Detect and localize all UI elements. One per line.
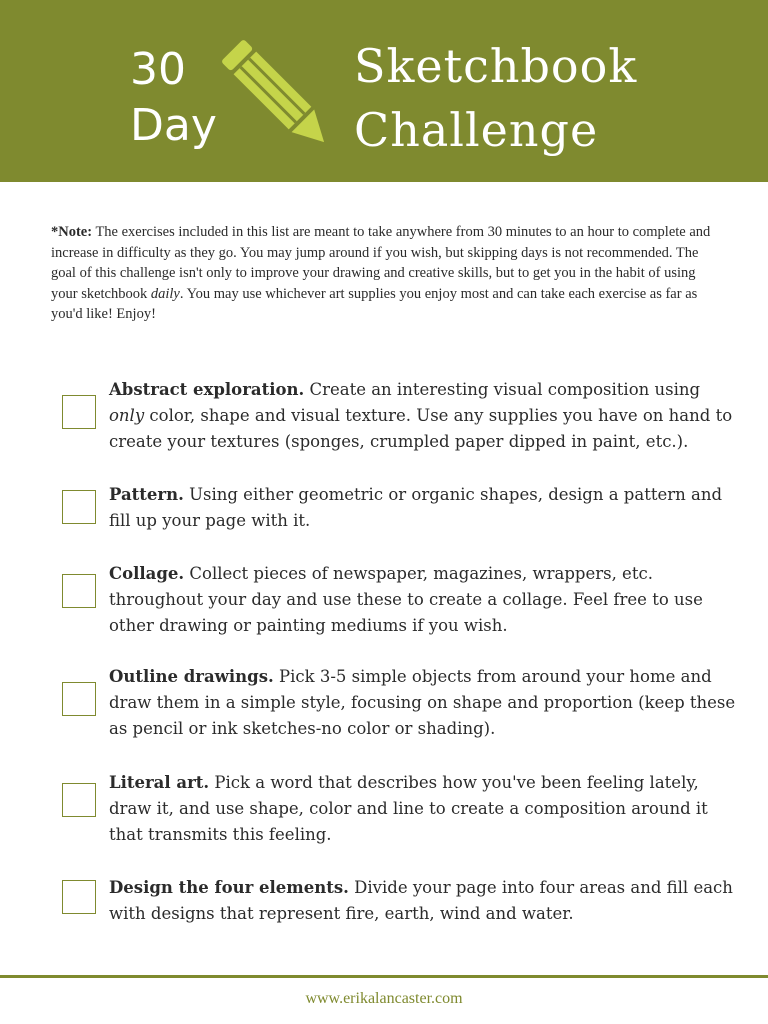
pencil-icon <box>212 26 340 162</box>
item-text <box>109 377 737 455</box>
header-title-line2: Challenge <box>354 103 599 157</box>
item-text <box>109 482 737 534</box>
item-text <box>109 875 737 927</box>
item-title: Design the four elements. <box>109 878 349 897</box>
item-body: Collect pieces of newspaper, magazines, wrappers, etc. throughout your day and use these to create a collage. Feel free to use other drawing or painting mediums if you wish. <box>109 564 703 635</box>
item-text <box>109 664 737 742</box>
item-title: Outline drawings. <box>109 667 274 686</box>
header-banner <box>0 0 768 182</box>
header-day: Day <box>130 100 217 151</box>
item-emphasis: only <box>109 406 145 425</box>
checkbox[interactable] <box>62 395 96 429</box>
note-emphasis: daily <box>150 285 180 302</box>
item-body: Pick a word that describes how you've been feeling lately, draw it, and use shape, color and line to create a composition around it that transmits this feeling. <box>109 773 708 844</box>
checkbox[interactable] <box>62 880 96 914</box>
item-body: Using either geometric or organic shapes, design a pattern and fill up your page with it. <box>109 485 723 530</box>
note-label: *Note: <box>51 224 93 240</box>
header-number: 30 <box>130 44 186 95</box>
footer-divider <box>0 975 768 978</box>
item-title: Collage. <box>109 564 185 583</box>
item-body: Divide your page into four areas and fill each with designs that represent fire, earth, wind and water. <box>109 878 733 923</box>
item-title: Pattern. <box>109 485 184 504</box>
item-body: Create an interesting visual composition using <box>304 380 701 399</box>
note-text-before: The exercises included in this list are meant to take anywhere from 30 minutes to an hour to complete and increase in difficulty as they go. You may jump around if you wish, but skipping days is not recommended. The goal of this challenge isn't only to improve your drawing and creative skills, but to get you in the habit of using your sketchbook <box>51 224 711 302</box>
note-text-after: . You may use whichever art supplies you enjoy most and can take each exercise as far as you'd like! Enjoy! <box>51 285 698 322</box>
item-body: Pick 3-5 simple objects from around your home and draw them in a simple style, focusing on shape and proportion (keep these as pencil or ink sketches-no color or shading). <box>109 667 736 738</box>
intro-note <box>51 222 721 325</box>
checkbox[interactable] <box>62 783 96 817</box>
checkbox[interactable] <box>62 682 96 716</box>
checkbox[interactable] <box>62 574 96 608</box>
item-title: Literal art. <box>109 773 210 792</box>
item-body-after: color, shape and visual texture. Use any supplies you have on hand to create your textures (sponges, crumpled paper dipped in paint, etc.). <box>109 406 733 451</box>
checkbox[interactable] <box>62 490 96 524</box>
item-text <box>109 770 737 848</box>
item-title: Abstract exploration. <box>109 380 305 399</box>
item-text <box>109 561 737 639</box>
footer-website-link[interactable]: www.erikalancaster.com <box>305 990 463 1007</box>
header-title-line1: Sketchbook <box>354 39 638 93</box>
